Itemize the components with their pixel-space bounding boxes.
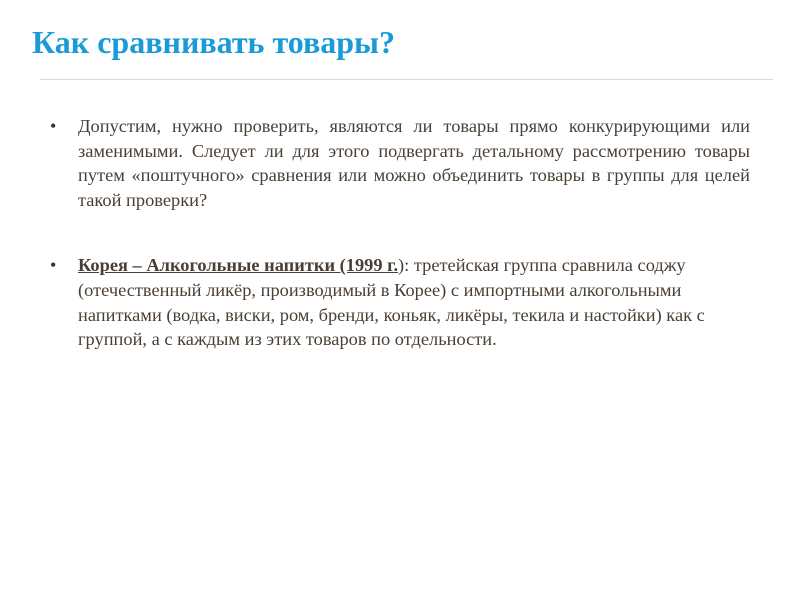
bullet-text: Допустим, нужно проверить, являются ли товары прямо конкурирующими или заменимыми. Следует ли для этого подвергать детальному рассмотрению товары путем «поштучного» сравнения или можно объединить товары в группы для целей такой проверки? bbox=[78, 116, 750, 210]
bullet-text: ): третейская группа сравнила соджу (отечественный ликёр, производимый в Корее) с импортными алкогольными напитками (водка, виски, ром, бренди, коньяк, ликёры, текила и настойки) как с группой, а с каждым из этих товаров по отдельности. bbox=[78, 255, 705, 350]
bullet-item-question bbox=[50, 114, 750, 212]
case-reference: Корея – Алкогольные напитки (1999 г. bbox=[78, 255, 399, 276]
bullet-list bbox=[50, 114, 750, 352]
title-divider bbox=[40, 79, 773, 80]
bullet-item-case bbox=[50, 253, 750, 351]
slide-title: Как сравнивать товары? bbox=[32, 24, 396, 60]
bullet-icon: • bbox=[50, 116, 57, 136]
bullet-icon: • bbox=[50, 255, 57, 276]
